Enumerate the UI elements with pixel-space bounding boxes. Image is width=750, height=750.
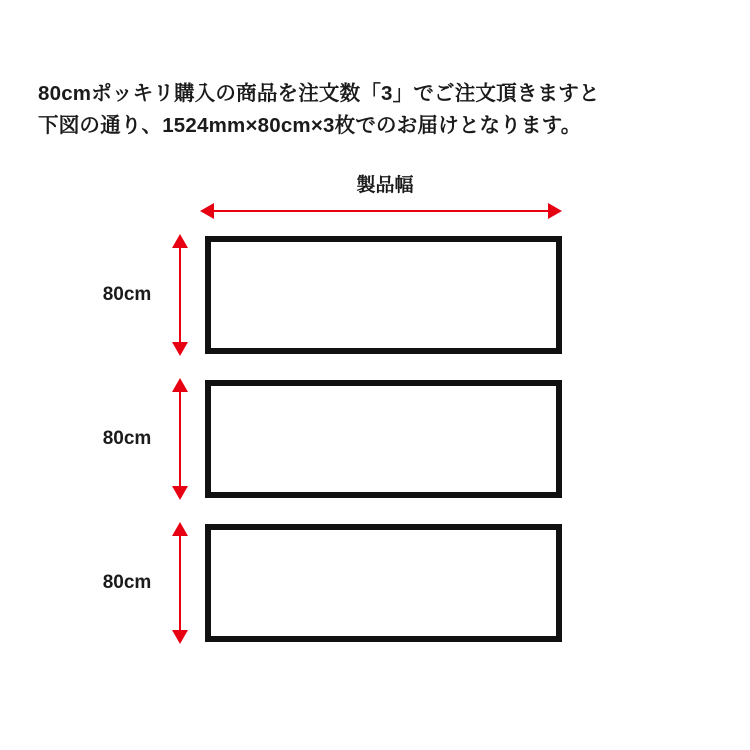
arrow-head-down-icon bbox=[172, 342, 188, 356]
sheet-rectangle bbox=[205, 236, 562, 354]
description-line-2: 下図の通り、1524mm×80cm×3枚でのお届けとなります。 bbox=[38, 113, 582, 137]
arrow-head-right-icon bbox=[548, 203, 562, 219]
width-dimension-arrow bbox=[200, 203, 562, 219]
arrow-shaft bbox=[179, 530, 181, 636]
description-line-1: 80cmポッキリ購入の商品を注文数「3」でご注文頂きますと bbox=[38, 82, 600, 105]
sheet-rectangle bbox=[205, 524, 562, 642]
arrow-shaft bbox=[179, 386, 181, 492]
arrow-head-down-icon bbox=[172, 630, 188, 644]
sheet-height-label: 80cm bbox=[102, 284, 152, 305]
sheet-rectangle bbox=[205, 380, 562, 498]
sheet-height-label: 80cm bbox=[102, 428, 152, 449]
arrow-shaft bbox=[208, 210, 554, 212]
arrow-head-down-icon bbox=[172, 486, 188, 500]
arrow-shaft bbox=[179, 242, 181, 348]
sheet-height-label: 80cm bbox=[102, 572, 152, 593]
product-width-label: 製品幅 bbox=[356, 175, 414, 196]
height-dimension-arrow bbox=[172, 378, 188, 500]
description-text bbox=[38, 78, 718, 142]
height-dimension-arrow bbox=[172, 522, 188, 644]
height-dimension-arrow bbox=[172, 234, 188, 356]
